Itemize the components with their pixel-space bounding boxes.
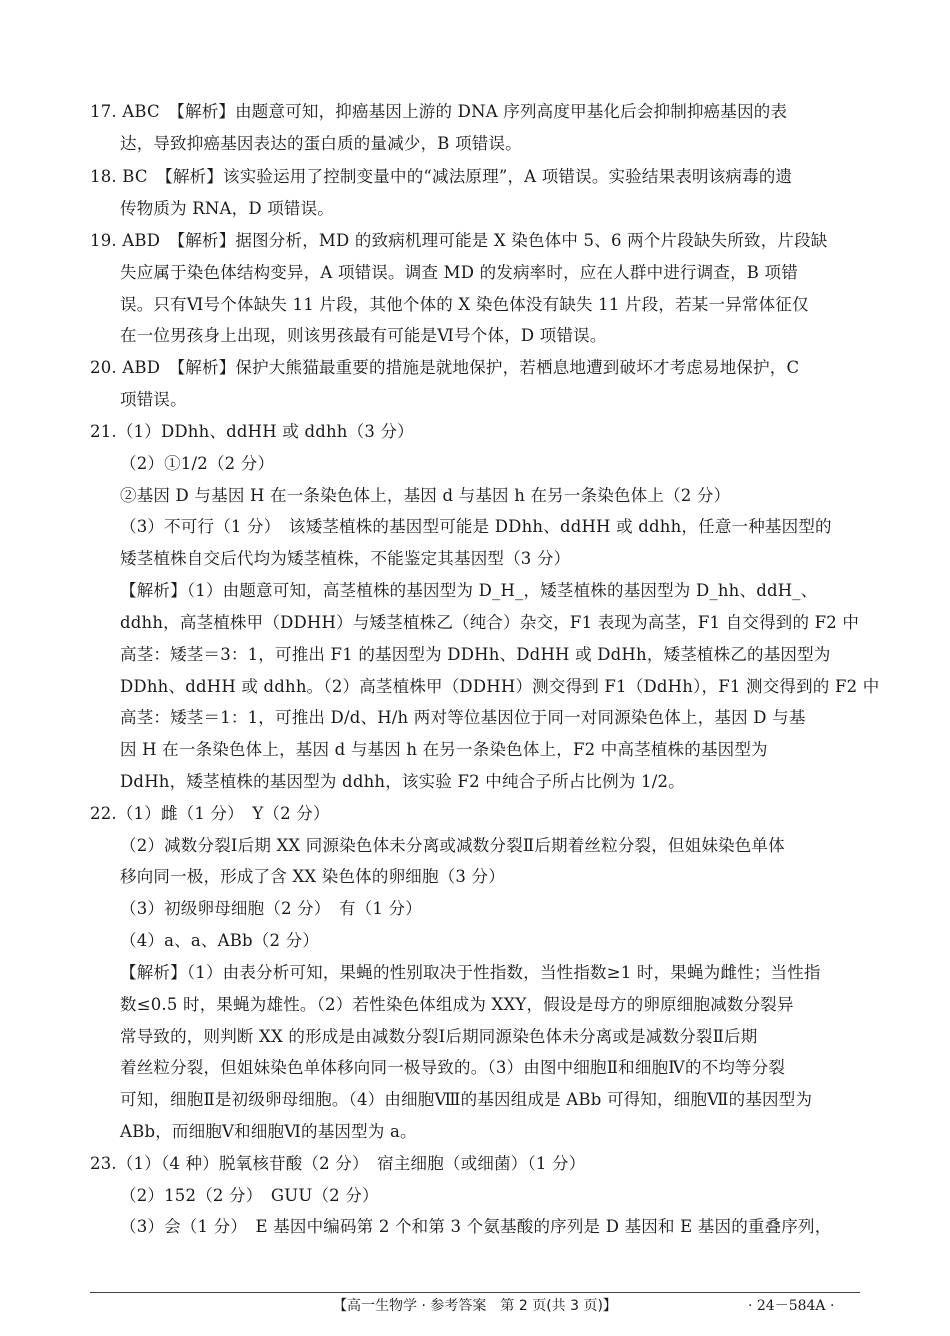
answer-18-line-2: 传物质为 RNA，D 项错误。 xyxy=(120,199,334,218)
answer-22-analysis-line-5: 可知，细胞Ⅱ是初级卵母细胞。（4）由细胞Ⅷ的基因组成是 ABb 可得知，细胞Ⅶ的基因型为 xyxy=(120,1090,813,1109)
answer-23-part-2: （2）152（2 分） GUU（2 分） xyxy=(120,1186,379,1205)
answer-21-analysis-line-3: 高茎：矮茎＝3：1，可推出 F1 的基因型为 DDHh、DdHH 或 DdHh，矮茎植株乙的基因型为 xyxy=(120,645,831,664)
answer-20-line-2: 项错误。 xyxy=(120,390,187,409)
footer-exam-code: · 24－584A · xyxy=(748,1298,835,1314)
answer-23-part-3-line-1: （3）会（1 分） E 基因中编码第 2 个和第 3 个氨基酸的序列是 D 基因和 E 基因的重叠序列， xyxy=(120,1217,832,1236)
answer-17-line-2: 达，导致抑癌基因表达的蛋白质的量减少，B 项错误。 xyxy=(120,134,522,153)
answer-21-part-1: 21.（1）DDhh、ddHH 或 ddhh（3 分） xyxy=(90,422,414,441)
answer-21-part-2: （2）①1/2（2 分） xyxy=(120,454,275,473)
answer-22-analysis-line-1: 【解析】（1）由表分析可知，果蝇的性别取决于性指数，当性指数≥1 时，果蝇为雌性；当性指 xyxy=(120,963,821,982)
answer-21-analysis-line-2: ddhh，高茎植株甲（DDHH）与矮茎植株乙（纯合）杂交，F1 表现为高茎，F1 自交得到的 F2 中 xyxy=(120,613,860,632)
answer-21-analysis-line-4: DDhh、ddHH 或 ddhh。（2）高茎植株甲（DDHH）测交得到 F1（DdHh），F1 测交得到的 F2 中 xyxy=(120,677,880,696)
answer-21-analysis-line-5: 高茎：矮茎＝1：1，可推出 D/d、H/h 两对等位基因位于同一对同源染色体上，基因 D 与基 xyxy=(120,708,806,727)
answer-19-line-2: 失应属于染色体结构变异，A 项错误。调查 MD 的发病率时，应在人群中进行调查，B 项错 xyxy=(120,263,798,282)
answer-18-line-1: 18. BC 【解析】该实验运用了控制变量中的“减法原理”，A 项错误。实验结果表明该病毒的遗 xyxy=(90,167,793,186)
answer-21-part-3-line-2: 矮茎植株自交后代均为矮茎植株，不能鉴定其基因型（3 分） xyxy=(120,549,571,568)
answer-21-analysis-line-7: DdHh，矮茎植株的基因型为 ddhh，该实验 F2 中纯合子所占比例为 1/2。 xyxy=(120,772,685,791)
answer-19-line-1: 19. ABD 【解析】据图分析，MD 的致病机理可能是 X 染色体中 5、6 两个片段缺失所致，片段缺 xyxy=(90,231,828,250)
answer-21-part-3-line-1: （3）不可行（1 分） 该矮茎植株的基因型可能是 DDhh、ddHH 或 ddhh，任意一种基因型的 xyxy=(120,517,832,536)
answer-22-part-1: 22.（1）雌（1 分） Y（2 分） xyxy=(90,804,330,823)
answer-21-part-2-sub: ②基因 D 与基因 H 在一条染色体上，基因 d 与基因 h 在另一条染色体上（2 分） xyxy=(120,486,731,505)
answer-22-part-4: （4）a、a、ABb（2 分） xyxy=(120,931,320,950)
answer-19-line-3: 误。只有Ⅵ号个体缺失 11 片段，其他个体的 X 染色体没有缺失 11 片段，若某一异常体征仅 xyxy=(120,295,809,314)
answer-21-analysis-line-1: 【解析】（1）由题意可知，高茎植株的基因型为 D_H_，矮茎植株的基因型为 D_hh、ddH_、 xyxy=(120,581,818,600)
answer-21-analysis-line-6: 因 H 在一条染色体上，基因 d 与基因 h 在另一条染色体上，F2 中高茎植株的基因型为 xyxy=(120,740,768,759)
footer-page-label: 【高一生物学 · 参考答案 第 2 页(共 3 页)】 xyxy=(333,1298,617,1314)
answer-23-part-1: 23.（1）（4 种）脱氧核苷酸（2 分） 宿主细胞（或细菌）（1 分） xyxy=(90,1154,586,1173)
answer-22-part-2-line-1: （2）减数分裂Ⅰ后期 XX 同源染色体未分离或减数分裂Ⅱ后期着丝粒分裂，但姐妹染色单体 xyxy=(120,836,785,855)
answer-22-part-2-line-2: 移向同一极，形成了含 XX 染色体的卵细胞（3 分） xyxy=(120,867,505,886)
answer-22-part-3: （3）初级卵母细胞（2 分） 有（1 分） xyxy=(120,899,422,918)
answer-22-analysis-line-6: ABb，而细胞Ⅴ和细胞Ⅵ的基因型为 a。 xyxy=(120,1122,417,1141)
answer-22-analysis-line-3: 常导致的，则判断 XX 的形成是由减数分裂Ⅰ后期同源染色体未分离或是减数分裂Ⅱ后期 xyxy=(120,1027,758,1046)
answer-22-analysis-line-2: 数≤0.5 时，果蝇为雄性。（2）若性染色体组成为 XXY，假设是母方的卵原细胞减数分裂异 xyxy=(120,995,794,1014)
answer-20-line-1: 20. ABD 【解析】保护大熊猫最重要的措施是就地保护，若栖息地遭到破坏才考虑易地保护，C xyxy=(90,358,800,377)
footer-divider xyxy=(90,1292,860,1293)
answer-22-analysis-line-4: 着丝粒分裂，但姐妹染色单体移向同一极导致的。（3）由图中细胞Ⅱ和细胞Ⅳ的不均等分裂 xyxy=(120,1058,786,1077)
answer-19-line-4: 在一位男孩身上出现，则该男孩最有可能是Ⅵ号个体，D 项错误。 xyxy=(120,326,607,345)
answer-17-line-1: 17. ABC 【解析】由题意可知，抑癌基因上游的 DNA 序列高度甲基化后会抑制抑癌基因的表 xyxy=(90,102,788,121)
